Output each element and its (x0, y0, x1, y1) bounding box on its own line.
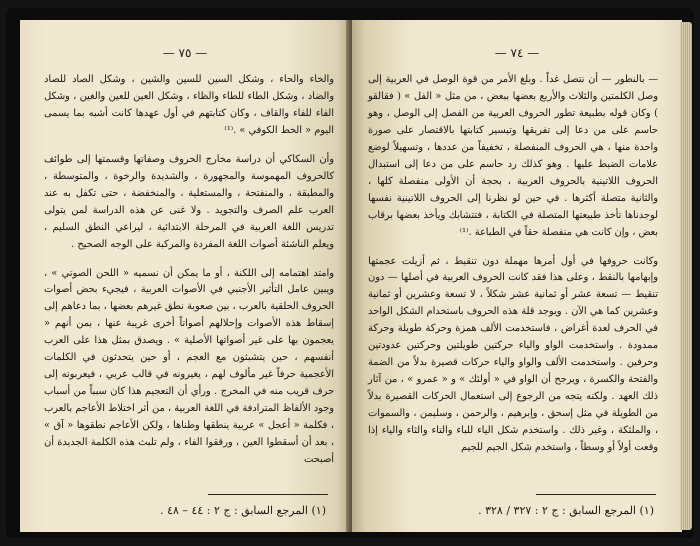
paragraph: وامتد اهتمامه إلى اللكنة ، أو ما يمكن أن نسميه « اللحن الصوتي » ، ويبين عامل التأثير الأجنبي في الأصوات العربية ، فيجيء بحض أصوات الحروف الحلقية بالعرب ، بين صعوبة نطق غيرهم بعضها ، بما دعاهم إلى إسقاط هذه الأصوات وإحلالهم أصواتاً أخرى غريبة عنها ، بمن أنهم « يعجمون بها على غير أصواتها الأصلية » . ويصدق بمثل هذا على العرب أنفسهم ، حين يتشبثون مع العجم ، أو حين يتحدثون في الكلمات الأعجمية حرفاً غير مألوف لهم ، يغيرونه في قالب عربي ، فيعربونه إلى حرف قريب منه في المخرج . ورأي أن التعجيم هذا كان سبباً من أسباب وجود الألفاظ المترادفة في اللغة العربية ، من أثر اختلاط الأعاجم بالعرب ، فكلمة « أعجل » عربية ينطقها وطناها ، ولكن الأعاجم نطقوها « آق » ، بعد أن أسقطوا العين ، ورققوا الفاء ، ولم تلبث هذه الكلمة الجديدة أن أصبحت (44, 267, 334, 466)
right-page (352, 20, 682, 532)
paragraph: — بالنطور — أن نتصل غداً . وبلغ الأمر من قوة الوصل في العربية إلى وصل الكلمتين والثلاث والأربع بعضها ببعض ، من مثل « الفل » ( فقالقو ) وكان قوله بطبيعة تطور الحروف العربية من الفصل إلى الوصل ، وهو حاسم على من دعا إلى تفريقها وتيسير كتابتها بالاقتصار على صورة واحدة منها ، هي الحروف المنفصلة ، تخفيفاً من عددها ، وتسهيلاً لوضع علامات الضبط عليها . وهو كذلك رد حاسم على من دعا إلى استبدال الحروف اللاتينية بالحروف العربية ، بحجة أن الأولى منفصلة كلها ، والثانية متصلة أكثرها . في حين لو نظرنا إلى الحروف اللاتينية نفسها لوجدناها تأخذ طبيعتها المتصلة في الكتابة ، فتتشابك ويأخذ بعضها برقاب بعض ، وإن كانت هي منفصلة حقاً في الطباعة .⁽¹⁾ (368, 74, 658, 238)
footnote-divider (536, 494, 656, 495)
page-edges (680, 22, 692, 530)
open-book (6, 8, 694, 538)
footnote-divider (208, 494, 328, 495)
footnote: (١) المرجع السابق : ج ٢ : ٣٢٧ / ٣٢٨ . (478, 504, 654, 517)
left-page (20, 20, 350, 532)
paragraph: وكانت حروفها في أول أمرها مهملة دون تنقيط ، ثم أزيلت عجمتها وإبهامها بالنقط ، وعلى هذا فقد كانت الحروف العربية في أصلها — دون تنقيط — تسعة عشر أو ثمانية عشر شكلاً ، لا تسعة وعشرين أو ثمانية وعشرين كما هي الآن . ويوجد قلة هذه الحروف باستخدام الشكل الواحد في الحرف لعدة أغراض ، فاستخدمت الألف همزة وحركة طويلة وحركة ممدودة . واستخدمت الواو والياء حركتين طويلتين وحركتين عدودتين وحرفين . واستخدمت الألف والواو والياء حركات قصيرة بدلاً من الضمة والفتحة والكسرة ، ويرجح أن الواو في « أولئك » و « عمرو » ، من آثار ذلك العهد . ولكنه يتجه من الرجوع إلى استعمال الحركات القصيرة بدلاً من الطويلة في مثل إسحق ، وإبرهيم ، والرحمن ، وسليمن ، والسموات ، والملئكة ، وغير ذلك . واستخدم شكل الياء للباء والتاء والثاء والياء إذا وقعت أولاً أو وسطاً ، واستخدم شكل الجيم للجيم (368, 255, 658, 454)
paragraph: والخاء والحاء ، وشكل السين للسين والشين ، وشكل الصاد للصاد والضاد ، وشكل الطاء للطاء والظاء ، وشكل العين للعين والغين ، وشكل الفاء للفاء والقاف ، وكان كتابتهم في أول عهدها كانت أشبه بما يسمى اليوم « الخط الكوفي » .⁽¹⁾ (44, 74, 334, 136)
page-body (44, 72, 334, 481)
footnote: (١) المرجع السابق : ج ٢ : ٤٤ – ٤٨ . (160, 504, 326, 517)
page-number: — ٧٤ — (494, 46, 540, 60)
page-body (368, 72, 658, 469)
page-number: — ٧٥ — (162, 46, 208, 60)
paragraph: وأن السكاكي أن دراسة مخارج الحروف وصفاتها وقسمتها إلى طوائف كالحروف المهموسة والمجهورة ، والشديدة والرخوة ، والمتوسطة ، والمطبقة ، والمنفتحة ، والمستعلية ، والمنخفضة ، حتى تكفل به عند العرب علم الصرف والتجويد . ولا غنى عن هذه الدراسة لمن يتولى تدريس اللغة العربية في المرحلة الابتدائية ، ليراعي النطق السليم ، ويعلم الناشئة أصوات اللغة المفردة والمركبة على الوجه الصحيح . (44, 153, 334, 250)
